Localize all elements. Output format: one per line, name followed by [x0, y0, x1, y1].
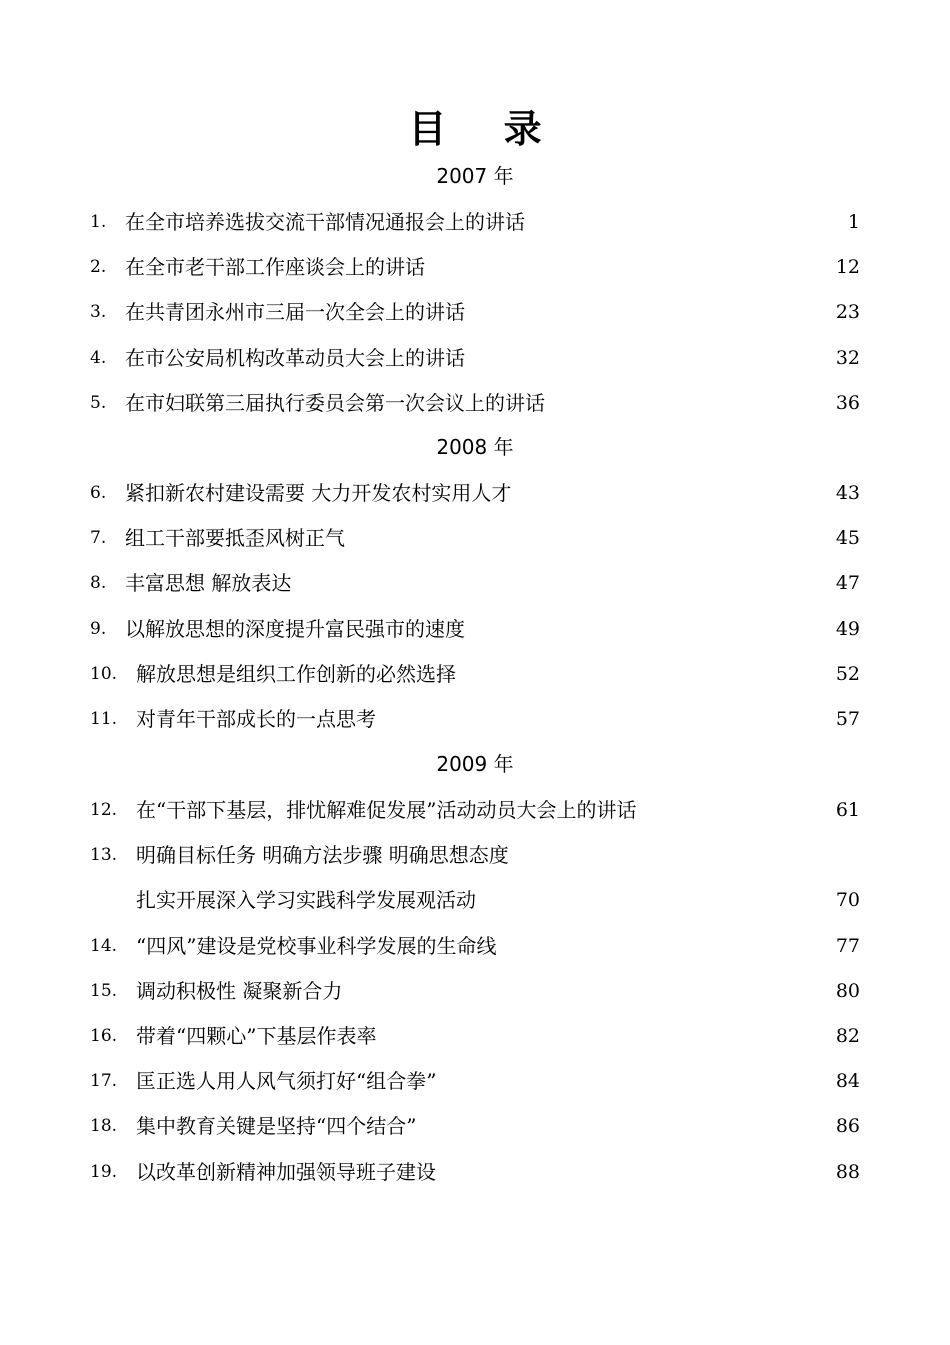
entry-title: 解放思想是组织工作创新的必然选择 [136, 662, 456, 686]
entry-page-number: 43 [835, 482, 860, 504]
toc-entry[interactable] [90, 207, 860, 237]
entry-number: 3. [90, 302, 107, 322]
entry-title: 匡正选人用人风气须打好“组合拳” [136, 1069, 437, 1093]
entry-number: 13. [90, 845, 118, 865]
entry-title: 在共青团永州市三届一次全会上的讲话 [125, 300, 465, 324]
toc-entry[interactable] [90, 343, 860, 373]
entry-number: 2. [90, 257, 107, 277]
entry-title: 带着“四颗心”下基层作表率 [136, 1024, 377, 1048]
year-heading: 2008 年 [436, 435, 514, 459]
entry-title: 调动积极性 凝聚新合力 [136, 979, 343, 1003]
entry-page-number: 84 [835, 1070, 860, 1092]
toc-entry[interactable] [90, 297, 860, 327]
toc-entry[interactable] [90, 885, 860, 915]
toc-entry[interactable] [90, 478, 860, 508]
entry-page-number: 45 [835, 527, 860, 549]
toc-entry[interactable] [90, 1021, 860, 1051]
toc-entry[interactable] [90, 976, 860, 1006]
entry-title: 扎实开展深入学习实践科学发展观活动 [136, 888, 476, 912]
entry-title: 以解放思想的深度提升富民强市的速度 [125, 617, 465, 641]
entry-number: 17. [90, 1071, 118, 1091]
entry-page-number: 61 [835, 799, 860, 821]
entry-page-number: 32 [835, 347, 860, 369]
entry-page-number: 36 [835, 392, 860, 414]
toc-entry[interactable] [90, 568, 860, 598]
entry-number: 12. [90, 800, 118, 820]
entry-number: 8. [90, 573, 107, 593]
entry-page-number: 77 [835, 935, 860, 957]
toc-entry[interactable] [90, 931, 860, 961]
entry-title: 集中教育关键是坚持“四个结合” [136, 1114, 417, 1138]
entry-title: 紧扣新农村建设需要 大力开发农村实用人才 [125, 481, 512, 505]
entry-page-number: 57 [835, 708, 860, 730]
entry-title: 以改革创新精神加强领导班子建设 [136, 1160, 436, 1184]
entry-number: 1. [90, 212, 107, 232]
entry-title: 丰富思想 解放表达 [125, 571, 292, 595]
entry-number: 18. [90, 1116, 118, 1136]
entry-number: 10. [90, 664, 118, 684]
entry-title: “四风”建设是党校事业科学发展的生命线 [136, 934, 497, 958]
entry-number: 16. [90, 1026, 118, 1046]
entry-number: 9. [90, 619, 107, 639]
entry-title: 在市公安局机构改革动员大会上的讲话 [125, 346, 465, 370]
entry-number: 11. [90, 709, 118, 729]
entry-page-number: 47 [835, 572, 860, 594]
entry-number: 15. [90, 981, 118, 1001]
entry-number: 4. [90, 348, 107, 368]
entry-title: 在全市培养选拔交流干部情况通报会上的讲话 [125, 210, 525, 234]
toc-entry[interactable] [90, 659, 860, 689]
entry-page-number: 80 [835, 980, 860, 1002]
entry-page-number: 88 [835, 1161, 860, 1183]
entry-title: 在市妇联第三届执行委员会第一次会议上的讲话 [125, 391, 545, 415]
entry-page-number: 23 [835, 301, 860, 323]
toc-entry[interactable] [90, 252, 860, 282]
year-heading: 2009 年 [436, 752, 514, 776]
entry-title: 明确目标任务 明确方法步骤 明确思想态度 [136, 843, 509, 867]
toc-entry[interactable] [90, 704, 860, 734]
entry-title: 在“干部下基层，排忧解难促发展”活动动员大会上的讲话 [136, 798, 637, 822]
entry-number: 5. [90, 393, 107, 413]
page-title: 目 录 [408, 107, 564, 151]
toc-entry[interactable] [90, 388, 860, 418]
entry-number: 7. [90, 528, 107, 548]
toc-entry[interactable] [90, 795, 860, 825]
year-heading: 2007 年 [436, 164, 514, 188]
entry-page-number: 86 [835, 1115, 860, 1137]
entry-number: 19. [90, 1162, 118, 1182]
entry-number: 14. [90, 936, 118, 956]
entry-page-number: 70 [835, 889, 860, 911]
entry-page-number: 82 [835, 1025, 860, 1047]
toc-entry[interactable] [90, 1111, 860, 1141]
entry-page-number: 1 [847, 211, 860, 233]
toc-entry[interactable] [90, 1066, 860, 1096]
toc-entry[interactable] [90, 614, 860, 644]
entry-title: 组工干部要抵歪风树正气 [125, 526, 345, 550]
entry-title: 在全市老干部工作座谈会上的讲话 [125, 255, 425, 279]
toc-entry[interactable] [90, 1157, 860, 1187]
toc-entry[interactable] [90, 840, 860, 870]
entry-page-number: 12 [835, 256, 860, 278]
entry-number: 6. [90, 483, 107, 503]
entry-title: 对青年干部成长的一点思考 [136, 707, 376, 731]
toc-entry[interactable] [90, 523, 860, 553]
entry-page-number: 52 [835, 663, 860, 685]
entry-page-number: 49 [835, 618, 860, 640]
